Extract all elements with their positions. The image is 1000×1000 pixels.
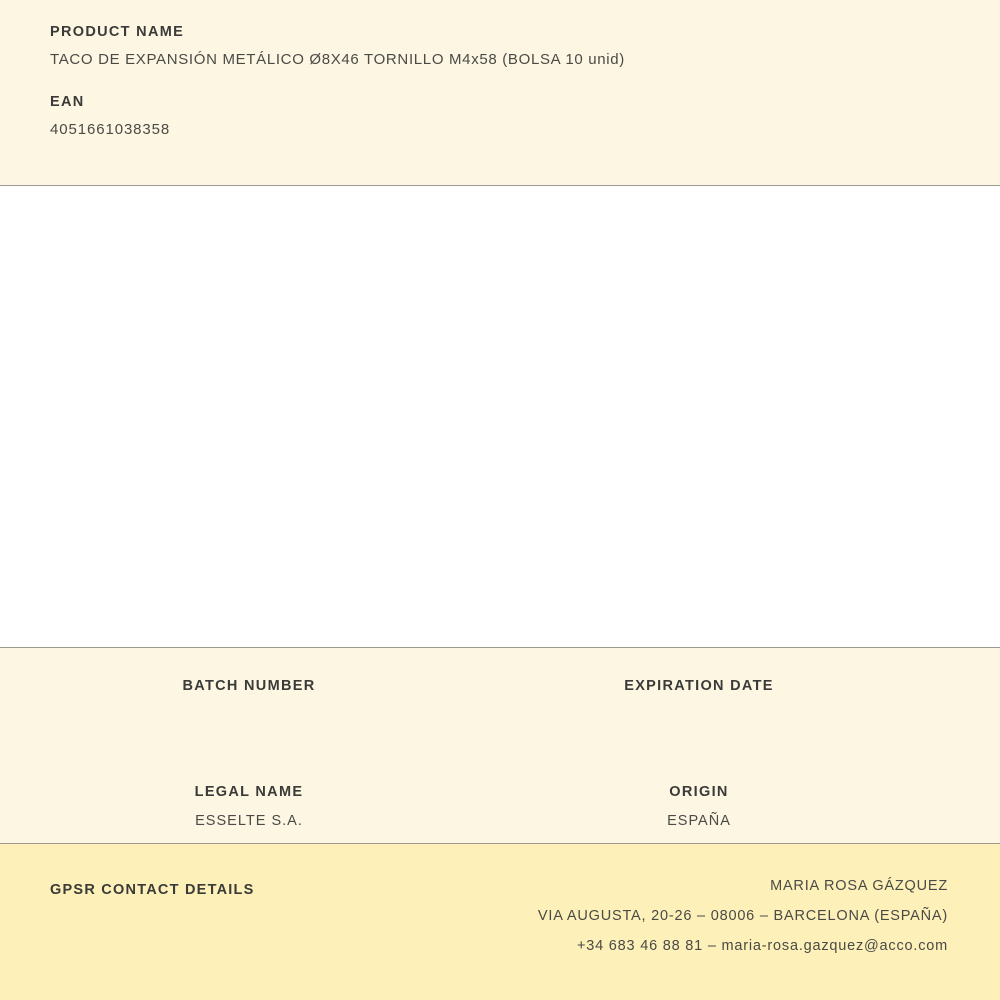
origin-value: ESPAÑA (667, 813, 731, 829)
ean-value: 4051661038358 (50, 121, 171, 138)
expiration-date-label: EXPIRATION DATE (624, 678, 774, 694)
expiration-date-value (500, 707, 898, 724)
product-image-area (0, 186, 1000, 648)
expiration-date-field (500, 678, 950, 724)
gpsr-contact-block (0, 844, 1000, 1000)
legal-name-label: LEGAL NAME (194, 784, 304, 800)
batch-number-label: BATCH NUMBER (182, 678, 316, 694)
details-row (50, 678, 950, 724)
gpsr-contact-lines (538, 878, 948, 954)
ean-label: EAN (50, 94, 85, 110)
batch-number-field (50, 678, 500, 724)
origin-field (500, 784, 950, 830)
header-block (0, 0, 1000, 186)
product-name-field (50, 24, 950, 68)
contact-person-name: MARIA ROSA GÁZQUEZ (770, 878, 948, 894)
product-name-value: TACO DE EXPANSIÓN METÁLICO Ø8X46 TORNILLO M4x58 (BOLSA 10 unid) (50, 51, 625, 68)
gpsr-contact-title: GPSR CONTACT DETAILS (50, 882, 255, 898)
details-row (50, 784, 950, 830)
contact-phone-email: +34 683 46 88 81 – maria-rosa.gazquez@acco.com (576, 938, 948, 954)
batch-number-value (50, 707, 448, 724)
legal-name-field (50, 784, 500, 830)
legal-name-value: ESSELTE S.A. (195, 813, 303, 829)
contact-address: VIA AUGUSTA, 20-26 – 08006 – BARCELONA (ESPAÑA) (537, 908, 948, 924)
ean-field (50, 94, 950, 138)
origin-label: ORIGIN (669, 784, 729, 800)
details-block (0, 648, 1000, 844)
product-name-label: PRODUCT NAME (50, 24, 185, 40)
